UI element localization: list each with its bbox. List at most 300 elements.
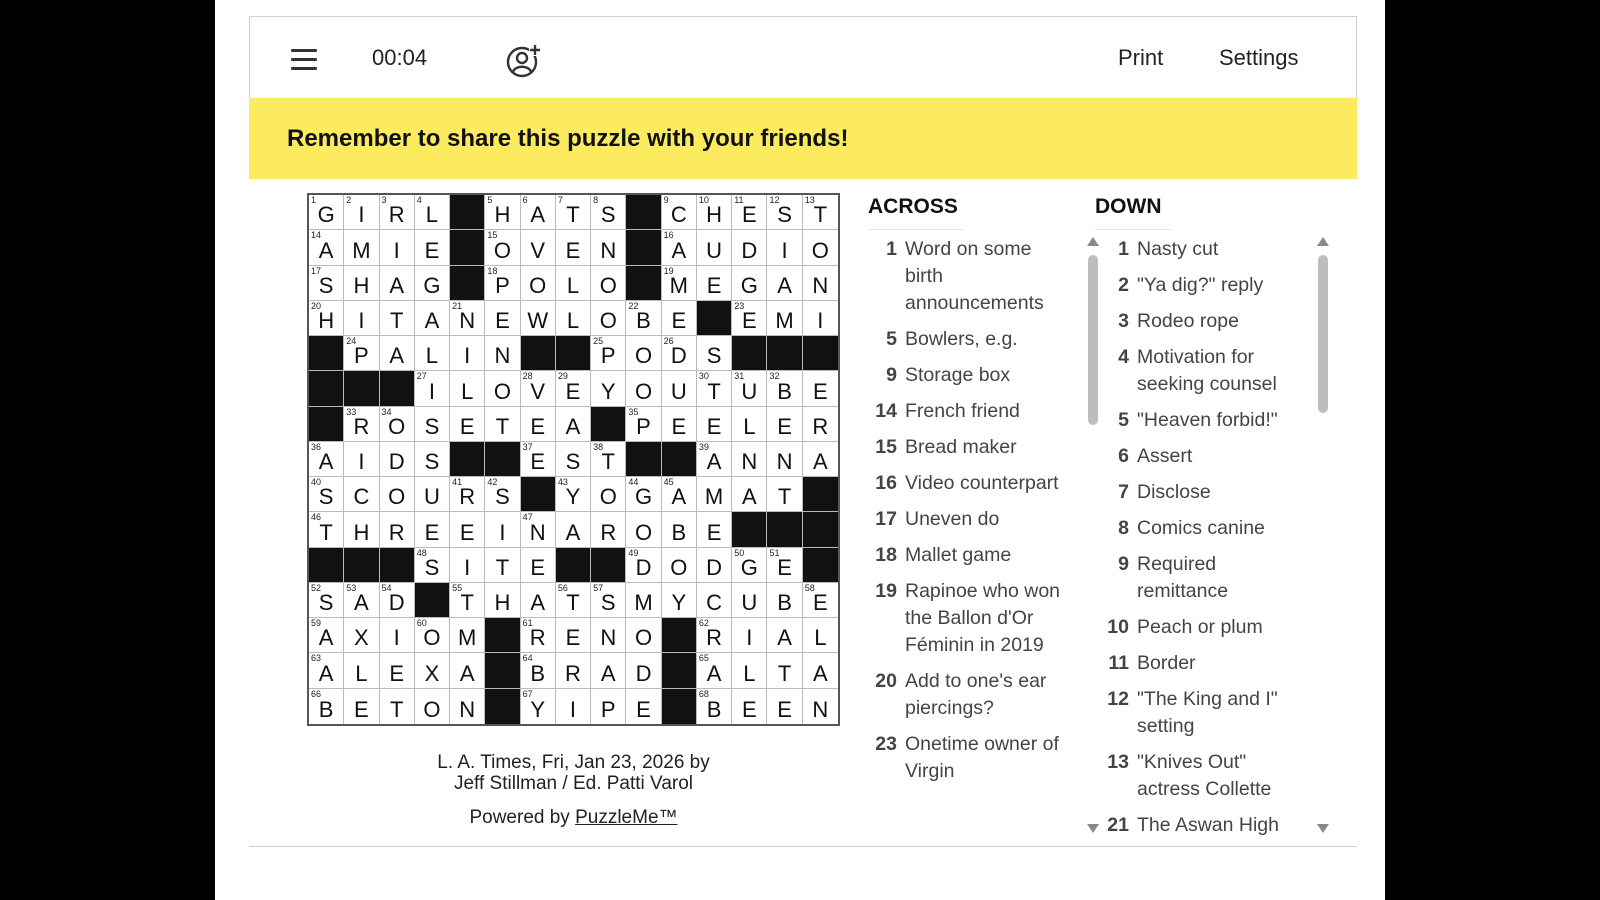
grid-cell[interactable] bbox=[591, 195, 626, 230]
grid-block bbox=[626, 230, 661, 265]
grid-cell[interactable] bbox=[380, 301, 415, 336]
grid-cell[interactable] bbox=[697, 407, 732, 442]
grid-cell[interactable] bbox=[767, 266, 802, 301]
cell-number: 59 bbox=[311, 618, 322, 629]
grid-cell[interactable] bbox=[309, 442, 344, 477]
grid-cell[interactable] bbox=[626, 371, 661, 406]
cell-letter: H bbox=[353, 272, 370, 298]
grid-cell[interactable] bbox=[556, 583, 591, 618]
grid-cell[interactable] bbox=[344, 266, 379, 301]
grid-cell[interactable] bbox=[732, 230, 767, 265]
grid-cell[interactable] bbox=[732, 266, 767, 301]
grid-cell[interactable] bbox=[556, 512, 591, 547]
down-clue[interactable] bbox=[1095, 344, 1300, 398]
grid-cell[interactable] bbox=[591, 230, 626, 265]
grid-cell[interactable] bbox=[344, 583, 379, 618]
grid-cell[interactable] bbox=[556, 371, 591, 406]
across-clue[interactable] bbox=[863, 362, 1063, 389]
add-user-icon[interactable] bbox=[505, 43, 541, 79]
grid-cell[interactable] bbox=[380, 407, 415, 442]
cell-letter: A bbox=[530, 590, 546, 616]
grid-cell[interactable] bbox=[556, 477, 591, 512]
grid-cell[interactable] bbox=[450, 653, 485, 688]
grid-cell[interactable] bbox=[732, 653, 767, 688]
scroll-up-arrow-icon[interactable] bbox=[1317, 237, 1329, 246]
settings-button[interactable]: Settings bbox=[1219, 45, 1299, 70]
across-clue[interactable] bbox=[863, 326, 1063, 353]
grid-cell[interactable] bbox=[344, 336, 379, 371]
grid-cell[interactable] bbox=[662, 266, 697, 301]
grid-cell[interactable] bbox=[767, 195, 802, 230]
cell-letter: E bbox=[706, 413, 722, 439]
cell-number: 67 bbox=[522, 688, 533, 699]
cell-letter: R bbox=[388, 519, 405, 545]
grid-cell[interactable] bbox=[450, 618, 485, 653]
grid-cell[interactable] bbox=[556, 653, 591, 688]
cell-letter: I bbox=[464, 343, 471, 369]
grid-cell[interactable] bbox=[697, 195, 732, 230]
clue-text: Onetime owner of Virgin bbox=[905, 733, 1059, 782]
down-clue[interactable] bbox=[1095, 443, 1300, 470]
down-scrollbar[interactable] bbox=[1316, 237, 1330, 833]
grid-cell[interactable] bbox=[767, 689, 802, 724]
grid-cell[interactable] bbox=[767, 230, 802, 265]
cell-letter: E bbox=[741, 696, 757, 722]
down-clue[interactable] bbox=[1095, 686, 1300, 740]
across-clue[interactable] bbox=[863, 506, 1063, 533]
grid-cell[interactable] bbox=[732, 689, 767, 724]
cell-letter: A bbox=[318, 660, 334, 686]
grid-cell[interactable] bbox=[803, 583, 838, 618]
grid-cell[interactable] bbox=[521, 689, 556, 724]
grid-cell[interactable] bbox=[380, 618, 415, 653]
down-clue[interactable] bbox=[1095, 812, 1300, 836]
cell-number: 5 bbox=[487, 195, 493, 205]
grid-cell[interactable] bbox=[380, 266, 415, 301]
grid-cell[interactable] bbox=[485, 548, 520, 583]
hamburger-icon[interactable] bbox=[291, 47, 317, 71]
grid-cell[interactable] bbox=[662, 407, 697, 442]
grid-cell[interactable] bbox=[309, 477, 344, 512]
cell-letter: T bbox=[495, 413, 510, 439]
grid-cell[interactable] bbox=[309, 618, 344, 653]
grid-cell[interactable] bbox=[803, 407, 838, 442]
grid-cell[interactable] bbox=[415, 618, 450, 653]
grid-cell[interactable] bbox=[415, 442, 450, 477]
grid-cell[interactable] bbox=[662, 548, 697, 583]
cell-letter: R bbox=[600, 519, 617, 545]
grid-cell[interactable] bbox=[626, 653, 661, 688]
cell-letter: L bbox=[566, 272, 580, 298]
grid-cell[interactable] bbox=[485, 583, 520, 618]
cell-number: 61 bbox=[522, 618, 533, 629]
grid-cell[interactable] bbox=[662, 512, 697, 547]
grid-cell[interactable] bbox=[803, 195, 838, 230]
grid-cell[interactable] bbox=[521, 230, 556, 265]
clue-text: Video counterpart bbox=[905, 472, 1059, 494]
across-clue[interactable] bbox=[863, 470, 1063, 497]
grid-block bbox=[344, 548, 379, 583]
grid-cell[interactable] bbox=[626, 618, 661, 653]
cell-letter: L bbox=[743, 660, 756, 686]
grid-cell[interactable] bbox=[344, 301, 379, 336]
grid-cell[interactable] bbox=[591, 442, 626, 477]
grid-cell[interactable] bbox=[415, 512, 450, 547]
grid-cell[interactable] bbox=[767, 442, 802, 477]
grid-cell[interactable] bbox=[485, 371, 520, 406]
grid-cell[interactable] bbox=[415, 407, 450, 442]
grid-cell[interactable] bbox=[450, 407, 485, 442]
grid-cell[interactable] bbox=[380, 195, 415, 230]
cell-letter: H bbox=[706, 202, 722, 228]
grid-cell[interactable] bbox=[591, 583, 626, 618]
grid-cell[interactable] bbox=[450, 336, 485, 371]
grid-cell[interactable] bbox=[626, 583, 661, 618]
grid-cell[interactable] bbox=[556, 689, 591, 724]
grid-cell[interactable] bbox=[415, 548, 450, 583]
clue-number: 9 bbox=[1118, 553, 1129, 575]
cell-letter: I bbox=[817, 308, 824, 334]
cell-letter: S bbox=[318, 272, 334, 298]
cell-number: 42 bbox=[487, 477, 498, 488]
grid-cell[interactable] bbox=[697, 371, 732, 406]
grid-cell[interactable] bbox=[450, 301, 485, 336]
grid-cell[interactable] bbox=[697, 548, 732, 583]
grid-cell[interactable] bbox=[380, 442, 415, 477]
grid-cell[interactable] bbox=[309, 301, 344, 336]
grid-cell[interactable] bbox=[309, 266, 344, 301]
grid-cell[interactable] bbox=[591, 301, 626, 336]
across-clue[interactable] bbox=[863, 731, 1063, 785]
cell-number: 46 bbox=[311, 512, 322, 523]
grid-cell[interactable] bbox=[521, 195, 556, 230]
grid-cell[interactable] bbox=[344, 407, 379, 442]
cell-letter: S bbox=[565, 449, 581, 475]
grid-cell[interactable] bbox=[626, 512, 661, 547]
grid-cell[interactable] bbox=[380, 512, 415, 547]
cell-letter: A bbox=[565, 413, 581, 439]
grid-cell[interactable] bbox=[521, 442, 556, 477]
grid-cell[interactable] bbox=[732, 618, 767, 653]
grid-cell[interactable] bbox=[309, 195, 344, 230]
grid-cell[interactable] bbox=[415, 230, 450, 265]
grid-cell[interactable] bbox=[344, 653, 379, 688]
grid-cell[interactable] bbox=[732, 442, 767, 477]
grid-cell[interactable] bbox=[732, 583, 767, 618]
cell-number: 52 bbox=[311, 582, 322, 593]
grid-cell[interactable] bbox=[415, 266, 450, 301]
grid-cell[interactable] bbox=[415, 195, 450, 230]
grid-cell[interactable] bbox=[485, 407, 520, 442]
cell-letter: I bbox=[499, 519, 506, 545]
grid-cell[interactable] bbox=[380, 653, 415, 688]
cell-letter: O bbox=[670, 554, 688, 580]
cell-letter: E bbox=[565, 237, 581, 263]
grid-block bbox=[803, 336, 838, 371]
grid-cell[interactable] bbox=[485, 195, 520, 230]
clue-number: 9 bbox=[886, 364, 897, 386]
grid-cell[interactable] bbox=[697, 230, 732, 265]
grid-cell[interactable] bbox=[485, 230, 520, 265]
across-clue[interactable] bbox=[863, 434, 1063, 461]
cell-letter: Y bbox=[565, 484, 581, 510]
cell-letter: T bbox=[319, 519, 333, 545]
grid-cell[interactable] bbox=[591, 653, 626, 688]
clue-number: 17 bbox=[875, 508, 897, 530]
grid-cell[interactable] bbox=[626, 407, 661, 442]
down-clue[interactable] bbox=[1095, 515, 1300, 542]
cell-letter: A bbox=[671, 484, 687, 510]
grid-cell[interactable] bbox=[521, 266, 556, 301]
grid-cell[interactable] bbox=[521, 653, 556, 688]
grid-cell[interactable] bbox=[415, 301, 450, 336]
grid-cell[interactable] bbox=[662, 477, 697, 512]
grid-cell[interactable] bbox=[415, 653, 450, 688]
down-clue[interactable] bbox=[1095, 308, 1300, 335]
grid-cell[interactable] bbox=[662, 230, 697, 265]
grid-cell[interactable] bbox=[626, 336, 661, 371]
grid-cell[interactable] bbox=[344, 442, 379, 477]
across-clue[interactable] bbox=[863, 236, 1063, 317]
down-clue[interactable] bbox=[1095, 650, 1300, 677]
grid-cell[interactable] bbox=[556, 301, 591, 336]
cell-letter: H bbox=[318, 308, 335, 334]
grid-cell[interactable] bbox=[732, 195, 767, 230]
grid-cell[interactable] bbox=[803, 689, 838, 724]
grid-cell[interactable] bbox=[450, 583, 485, 618]
cell-letter: I bbox=[464, 554, 471, 580]
grid-cell[interactable] bbox=[450, 477, 485, 512]
grid-cell[interactable] bbox=[309, 512, 344, 547]
cell-number: 51 bbox=[769, 547, 780, 558]
grid-cell[interactable] bbox=[344, 618, 379, 653]
grid-cell[interactable] bbox=[591, 336, 626, 371]
grid-cell[interactable] bbox=[380, 477, 415, 512]
grid-cell[interactable] bbox=[803, 301, 838, 336]
cell-letter: A bbox=[706, 660, 722, 686]
cell-number: 50 bbox=[734, 547, 745, 558]
grid-cell[interactable] bbox=[521, 301, 556, 336]
grid-cell[interactable] bbox=[697, 689, 732, 724]
grid-cell[interactable] bbox=[662, 336, 697, 371]
grid-cell[interactable] bbox=[662, 301, 697, 336]
grid-cell[interactable] bbox=[450, 512, 485, 547]
grid-cell[interactable] bbox=[380, 336, 415, 371]
grid-cell[interactable] bbox=[803, 266, 838, 301]
grid-cell[interactable] bbox=[556, 230, 591, 265]
grid-cell[interactable] bbox=[803, 442, 838, 477]
grid-cell[interactable] bbox=[697, 583, 732, 618]
grid-cell[interactable] bbox=[697, 336, 732, 371]
grid-cell[interactable] bbox=[450, 548, 485, 583]
cell-letter: S bbox=[495, 484, 510, 510]
grid-cell[interactable] bbox=[556, 407, 591, 442]
grid-cell[interactable] bbox=[556, 195, 591, 230]
cell-letter: E bbox=[706, 272, 722, 298]
across-heading: ACROSS bbox=[868, 195, 964, 230]
cell-letter: X bbox=[354, 625, 369, 651]
cell-letter: T bbox=[566, 590, 580, 616]
grid-cell[interactable] bbox=[591, 512, 626, 547]
cell-letter: T bbox=[707, 378, 721, 404]
grid-cell[interactable] bbox=[309, 230, 344, 265]
clue-number: 15 bbox=[875, 436, 897, 458]
grid-cell[interactable] bbox=[485, 301, 520, 336]
grid-cell[interactable] bbox=[344, 195, 379, 230]
cell-letter: E bbox=[530, 413, 546, 439]
grid-cell[interactable] bbox=[697, 512, 732, 547]
grid-cell[interactable] bbox=[662, 195, 697, 230]
clue-number: 8 bbox=[1118, 517, 1129, 539]
cell-number: 25 bbox=[593, 336, 604, 347]
grid-cell[interactable] bbox=[767, 477, 802, 512]
grid-cell[interactable] bbox=[485, 477, 520, 512]
grid-cell[interactable] bbox=[450, 689, 485, 724]
grid-cell[interactable] bbox=[626, 477, 661, 512]
grid-block bbox=[556, 336, 591, 371]
grid-cell[interactable] bbox=[344, 689, 379, 724]
down-clue[interactable] bbox=[1095, 479, 1300, 506]
clue-number: 21 bbox=[1107, 814, 1129, 836]
across-clue[interactable] bbox=[863, 668, 1063, 722]
grid-cell[interactable] bbox=[626, 689, 661, 724]
grid-block bbox=[309, 371, 344, 406]
grid-cell[interactable] bbox=[485, 512, 520, 547]
clue-number: 10 bbox=[1107, 616, 1129, 638]
grid-cell[interactable] bbox=[556, 618, 591, 653]
cell-number: 12 bbox=[769, 195, 780, 205]
cell-number: 3 bbox=[381, 195, 387, 205]
grid-cell[interactable] bbox=[591, 371, 626, 406]
across-clue[interactable] bbox=[863, 578, 1063, 659]
cell-letter: G bbox=[740, 272, 758, 298]
grid-cell[interactable] bbox=[732, 548, 767, 583]
down-clue[interactable] bbox=[1095, 749, 1300, 803]
grid-cell[interactable] bbox=[732, 371, 767, 406]
cell-letter: S bbox=[600, 590, 616, 616]
grid-cell[interactable] bbox=[309, 689, 344, 724]
grid-cell[interactable] bbox=[309, 583, 344, 618]
grid-cell[interactable] bbox=[662, 583, 697, 618]
cell-letter: A bbox=[389, 272, 404, 298]
grid-cell[interactable] bbox=[521, 407, 556, 442]
grid-cell[interactable] bbox=[309, 653, 344, 688]
grid-cell[interactable] bbox=[415, 371, 450, 406]
grid-cell[interactable] bbox=[485, 266, 520, 301]
grid-cell[interactable] bbox=[732, 477, 767, 512]
grid-cell[interactable] bbox=[697, 442, 732, 477]
grid-cell[interactable] bbox=[415, 689, 450, 724]
across-clue[interactable] bbox=[863, 542, 1063, 569]
grid-cell[interactable] bbox=[626, 548, 661, 583]
cell-letter: D bbox=[741, 237, 758, 263]
grid-cell[interactable] bbox=[767, 407, 802, 442]
grid-cell[interactable] bbox=[521, 512, 556, 547]
grid-cell[interactable] bbox=[697, 653, 732, 688]
cell-number: 37 bbox=[522, 441, 533, 452]
cell-letter: S bbox=[424, 554, 440, 580]
down-clue[interactable] bbox=[1095, 236, 1300, 263]
grid-cell[interactable] bbox=[591, 266, 626, 301]
cell-letter: R bbox=[459, 484, 476, 510]
clue-number: 12 bbox=[1107, 688, 1129, 710]
grid-cell[interactable] bbox=[521, 583, 556, 618]
scroll-down-arrow-icon[interactable] bbox=[1317, 824, 1329, 833]
cell-letter: L bbox=[743, 413, 756, 439]
grid-cell[interactable] bbox=[344, 512, 379, 547]
grid-cell[interactable] bbox=[732, 407, 767, 442]
grid-cell[interactable] bbox=[732, 301, 767, 336]
grid-cell[interactable] bbox=[767, 653, 802, 688]
down-clue[interactable] bbox=[1095, 272, 1300, 299]
grid-cell[interactable] bbox=[591, 477, 626, 512]
down-scroll-thumb[interactable] bbox=[1318, 255, 1328, 413]
grid-cell[interactable] bbox=[803, 618, 838, 653]
cell-letter: I bbox=[358, 202, 365, 228]
grid-cell[interactable] bbox=[521, 548, 556, 583]
grid-cell[interactable] bbox=[521, 618, 556, 653]
grid-cell[interactable] bbox=[626, 301, 661, 336]
grid-cell[interactable] bbox=[767, 301, 802, 336]
grid-cell[interactable] bbox=[697, 618, 732, 653]
grid-cell[interactable] bbox=[803, 371, 838, 406]
grid-cell[interactable] bbox=[697, 266, 732, 301]
cell-number: 39 bbox=[698, 441, 709, 452]
cell-letter: M bbox=[704, 484, 724, 510]
grid-cell[interactable] bbox=[450, 371, 485, 406]
grid-cell[interactable] bbox=[697, 477, 732, 512]
cell-letter: G bbox=[740, 554, 758, 580]
grid-cell[interactable] bbox=[380, 583, 415, 618]
grid-cell[interactable] bbox=[767, 583, 802, 618]
down-clue[interactable] bbox=[1095, 407, 1300, 434]
grid-block bbox=[732, 512, 767, 547]
grid-cell[interactable] bbox=[662, 371, 697, 406]
grid-cell[interactable] bbox=[344, 230, 379, 265]
grid-cell[interactable] bbox=[591, 618, 626, 653]
puzzleme-link[interactable]: PuzzleMe™ bbox=[575, 807, 678, 828]
grid-cell[interactable] bbox=[803, 230, 838, 265]
grid-cell[interactable] bbox=[485, 336, 520, 371]
grid-cell[interactable] bbox=[344, 477, 379, 512]
cell-number: 19 bbox=[663, 265, 674, 276]
grid-cell[interactable] bbox=[380, 689, 415, 724]
cell-letter: L bbox=[566, 308, 580, 334]
grid-cell[interactable] bbox=[767, 548, 802, 583]
clue-text: Border bbox=[1137, 652, 1196, 674]
grid-cell[interactable] bbox=[803, 653, 838, 688]
grid-cell[interactable] bbox=[556, 266, 591, 301]
cell-letter: I bbox=[781, 237, 788, 263]
print-button[interactable]: Print bbox=[1118, 45, 1164, 70]
grid-cell[interactable] bbox=[556, 442, 591, 477]
grid-cell[interactable] bbox=[521, 371, 556, 406]
across-clue[interactable] bbox=[863, 398, 1063, 425]
crossword-grid bbox=[307, 193, 840, 726]
grid-cell[interactable] bbox=[767, 371, 802, 406]
grid-cell[interactable] bbox=[415, 336, 450, 371]
grid-cell[interactable] bbox=[415, 477, 450, 512]
grid-cell[interactable] bbox=[380, 230, 415, 265]
grid-block bbox=[485, 689, 520, 724]
grid-block bbox=[450, 195, 485, 230]
down-clue[interactable] bbox=[1095, 614, 1300, 641]
down-clue[interactable] bbox=[1095, 551, 1300, 605]
grid-cell[interactable] bbox=[591, 689, 626, 724]
clue-text: Storage box bbox=[905, 364, 1011, 386]
cell-number: 6 bbox=[522, 195, 528, 205]
grid-cell[interactable] bbox=[767, 618, 802, 653]
